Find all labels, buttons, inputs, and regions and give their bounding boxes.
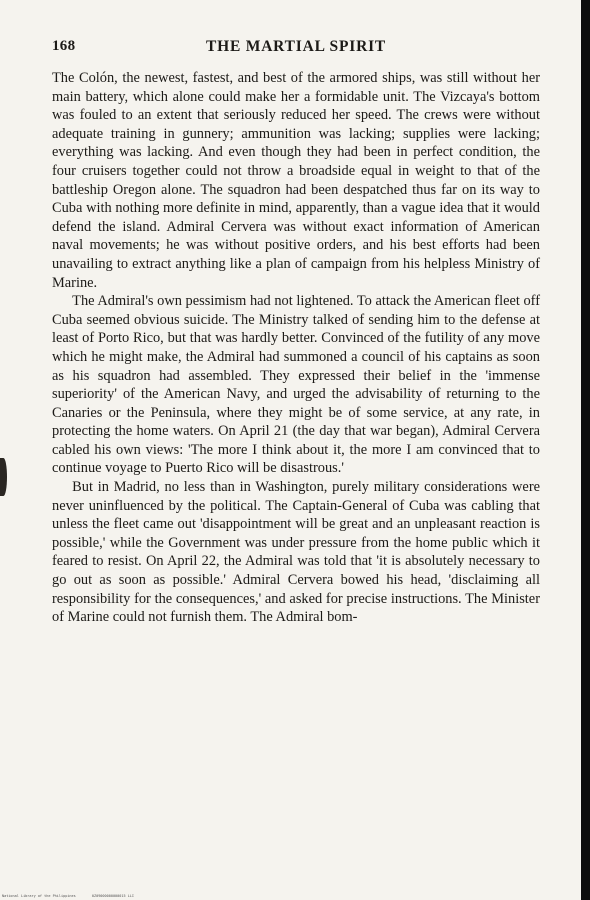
scan-edge-shadow (581, 0, 590, 900)
footer-library: National Library of the Philippines (2, 894, 76, 898)
binding-mark (0, 458, 7, 496)
scan-footer (2, 894, 148, 898)
paragraph-2: The Admiral's own pessimism had not lightened. To attack the American fleet off Cuba seemed obvious suicide. The Ministry talked of sending him to the defense at least of Porto Rico, but that was hardly better. Convinced of the futility of any move which he might make, the Admiral had summoned a council of his captains as soon as his squadron had assembled. They expressed their belief in the 'immense superiority' of the American Navy, and urged the advisability of returning to the Canaries or the Peninsula, where they might be of some service, at any rate, in protecting the home waters. On April 21 (the day that war began), Admiral Cervera cabled his own views: 'The more I think about it, the more I am convinced that to continue voyage to Puerto Rico will be disastrous.' (52, 293, 540, 477)
page-header (52, 38, 540, 60)
body-text (52, 69, 540, 627)
running-title: THE MARTIAL SPIRIT (205, 38, 387, 55)
paragraph-1: The Colón, the newest, fastest, and best of the armored ships, was still without her main battery, which alone could make her a formidable unit. The Vizcaya's bottom was fouled to an extent that seriously reduced her speed. The crews were without adequate training in gunnery; ammunition was lacking; supplies were lacking; everything was lacking. And even though they had been in perfect condition, the four cruisers together could not throw a broadside equal in weight to that of the battleship Oregon alone. The squadron had been despatched thus far on its way to Cuba with nothing more definite in mind, apparently, than a vague idea that it would defend the island. Admiral Cervera was without exact information of American naval movements; he was without positive orders, and his best efforts had been unavailing to extract anything like a plan of campaign from his helpless Ministry of Marine. (52, 70, 540, 291)
page-number: 168 (52, 38, 76, 54)
paragraph-3: But in Madrid, no less than in Washington, purely military considerations were never uninfluenced by the political. The Captain-General of Cuba was cabling that unless the fleet came out 'disappointment will be great and an unpleasant reaction is possible,' while the Government was under pressure from the home public which it feared to resist. On April 22, the Admiral was told that 'it is absolutely necessary to go out as soon as possible.' Admiral Cervera bowed his head, 'disclaiming all responsibility for the consequences,' and asked for precise instructions. The Minister of Marine could not furnish them. The Admiral bom- (52, 479, 540, 626)
footer-code: 0Z09000000000015 LLI (91, 894, 135, 898)
